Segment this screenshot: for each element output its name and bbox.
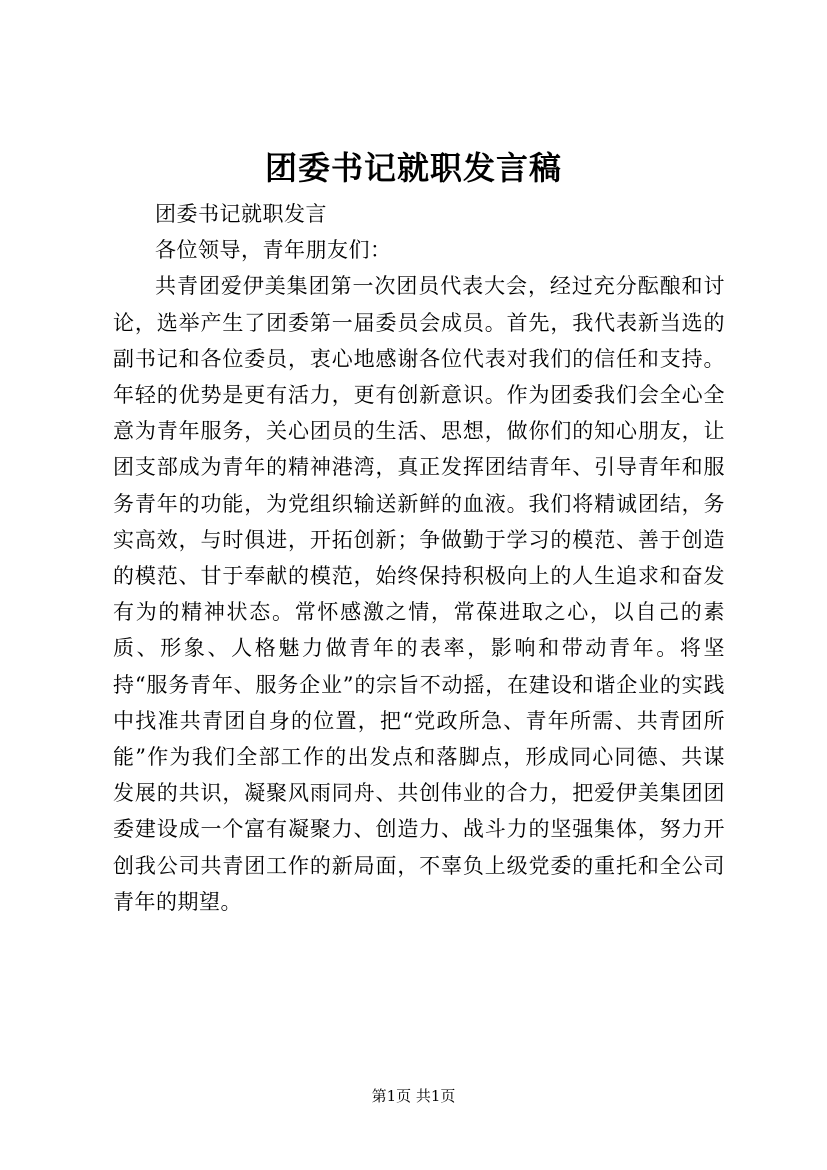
document-title: 团委书记就职发言稿 [264, 149, 562, 187]
document-body [113, 196, 725, 920]
salutation-line: 各位领导，青年朋友们： [155, 238, 392, 263]
subtitle-line: 团委书记就职发言 [155, 202, 327, 226]
body-paragraph: 共青团爱伊美集团第一次团员代表大会，经过充分酝酿和讨论，选举产生了团委第一届委员会成员。首先，我代表新当选的副书记和各位委员，衷心地感谢各位代表对我们的信任和支持。年轻的优势是更有活力，更有创新意识。作为团委我们会全心全意为青年服务，关心团员的生活、思想，做你们的知心朋友，让团支部成为青年的精神港湾，真正发挥团结青年、引导青年和服务青年的功能，为党组织输送新鲜的血液。我们将精诚团结，务实高效，与时俱进，开拓创新；争做勤于学习的模范、善于创造的模范、甘于奉献的模范，始终保持积极向上的人生追求和奋发有为的精神状态。常怀感激之情，常葆进取之心，以自己的素质、形象、人格魅力做青年的表率，影响和带动青年。将坚持“服务青年、服务企业”的宗旨不动摇，在建设和谐企业的实践中找准共青团自身的位置，把“党政所急、青年所需、共青团所能”作为我们全部工作的出发点和落脚点，形成同心同德、共谋发展的共识，凝聚风雨同舟、共创伟业的合力，把爱伊美集团团委建设成一个富有凝聚力、创造力、战斗力的坚强集体，努力开创我公司共青团工作的新局面，不辜负上级党委的重托和全公司青年的期望。 [113, 274, 725, 914]
page-footer: 第1页 共1页 [371, 1087, 456, 1105]
